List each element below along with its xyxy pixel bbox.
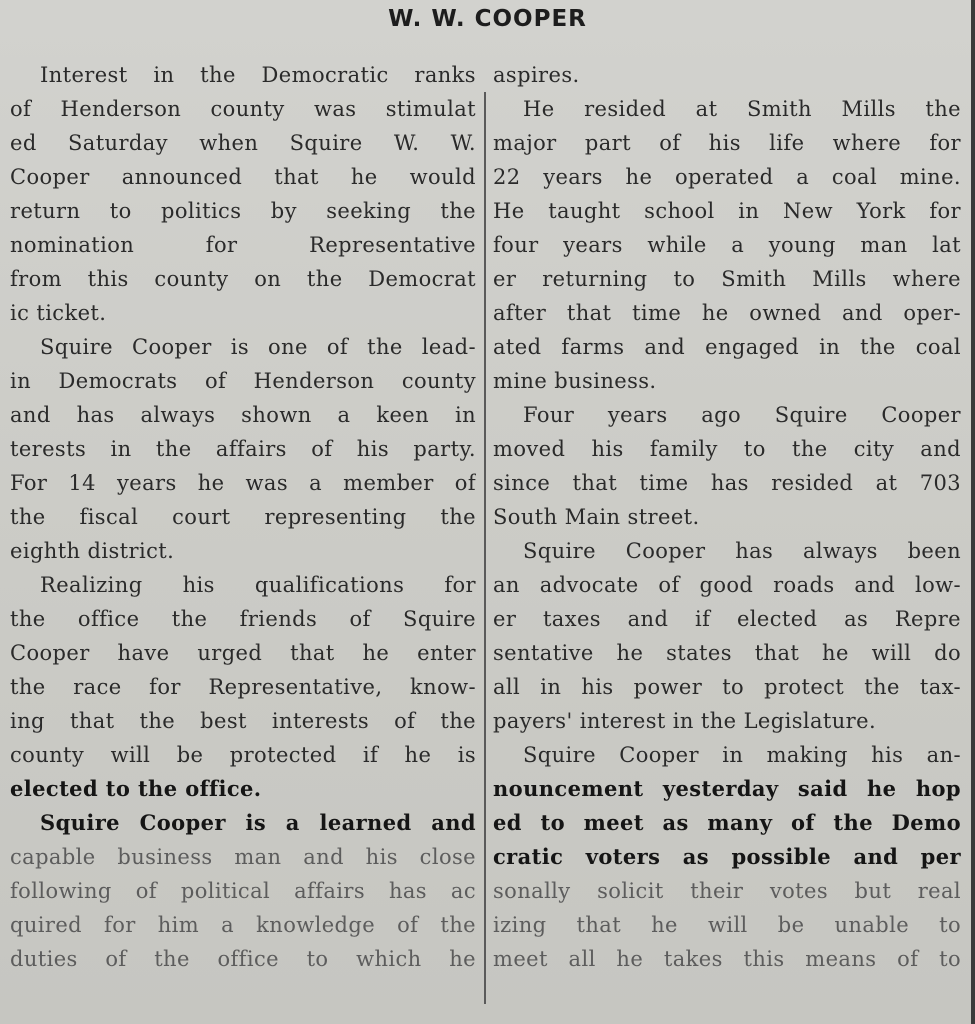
article-line: quired for him a knowledge of the: [10, 913, 476, 937]
article-line: er returning to Smith Mills where: [493, 267, 961, 291]
article-column-left: [10, 58, 476, 1018]
article-line: ated farms and engaged in the coal: [493, 335, 961, 359]
article-line: Cooper announced that he would: [10, 165, 476, 189]
article-line: ic ticket.: [10, 301, 107, 325]
article-line: four years while a young man lat: [493, 233, 961, 257]
article-line: Squire Cooper has always been: [523, 539, 961, 563]
article-line: capable business man and his close: [10, 845, 476, 869]
article-line: South Main street.: [493, 505, 700, 529]
article-line: Squire Cooper is a learned and: [40, 810, 476, 835]
article-line: ing that the best interests of the: [10, 709, 476, 733]
article-line: meet all he takes this means of to: [493, 947, 961, 971]
article-line: following of political affairs has ac: [10, 879, 476, 903]
article-line: of Henderson county was stimulat: [10, 97, 476, 121]
article-line: major part of his life where for: [493, 131, 961, 155]
article-line: Four years ago Squire Cooper: [523, 403, 961, 427]
article-line: 22 years he operated a coal mine.: [493, 165, 961, 189]
article-line: return to politics by seeking the: [10, 199, 476, 223]
article-line: Cooper have urged that he enter: [10, 641, 476, 665]
article-column-right: [493, 58, 961, 1018]
article-line: He resided at Smith Mills the: [523, 97, 961, 121]
article-line: elected to the office.: [10, 776, 262, 801]
article-line: cratic voters as possible and per: [493, 844, 961, 869]
article-line: mine business.: [493, 369, 657, 393]
article-line: payers' interest in the Legislature.: [493, 709, 877, 733]
article-line: sonally solicit their votes but real: [493, 879, 961, 903]
article-line: the race for Representative, know-: [10, 675, 476, 699]
article-line: after that time he owned and oper-: [493, 301, 961, 325]
headline: W. W. COOPER: [388, 6, 587, 32]
article-line: Squire Cooper in making his an-: [523, 743, 961, 767]
article-line: since that time has resided at 703: [493, 471, 961, 495]
article-line: Interest in the Democratic ranks: [40, 63, 476, 87]
column-divider: [484, 92, 486, 1004]
article-line: er taxes and if elected as Repre: [493, 607, 961, 631]
article-line: duties of the office to which he: [10, 947, 476, 971]
article-line: ed to meet as many of the Demo: [493, 810, 961, 835]
article-line: county will be protected if he is: [10, 743, 476, 767]
article-line: ed Saturday when Squire W. W.: [10, 131, 476, 155]
article-line: terests in the affairs of his party.: [10, 437, 476, 461]
article-line: Squire Cooper is one of the lead-: [40, 335, 476, 359]
article-line: in Democrats of Henderson county: [10, 369, 476, 393]
article-line: nouncement yesterday said he hop: [493, 776, 961, 801]
article-line: For 14 years he was a member of: [10, 471, 476, 495]
article-line: eighth district.: [10, 539, 175, 563]
article-line: the office the friends of Squire: [10, 607, 476, 631]
article-line: izing that he will be unable to: [493, 913, 961, 937]
page-edge: [971, 0, 975, 1024]
article-line: nomination for Representative: [10, 233, 476, 257]
article-line: an advocate of good roads and low-: [493, 573, 961, 597]
article-line: the fiscal court representing the: [10, 505, 476, 529]
article-line: moved his family to the city and: [493, 437, 961, 461]
article-line: all in his power to protect the tax-: [493, 675, 961, 699]
article-line: sentative he states that he will do: [493, 641, 961, 665]
article-line: and has always shown a keen in: [10, 403, 476, 427]
article-line: Realizing his qualifications for: [40, 573, 476, 597]
article-line: aspires.: [493, 63, 580, 87]
article-line: from this county on the Democrat: [10, 267, 476, 291]
article-line: He taught school in New York for: [493, 199, 961, 223]
